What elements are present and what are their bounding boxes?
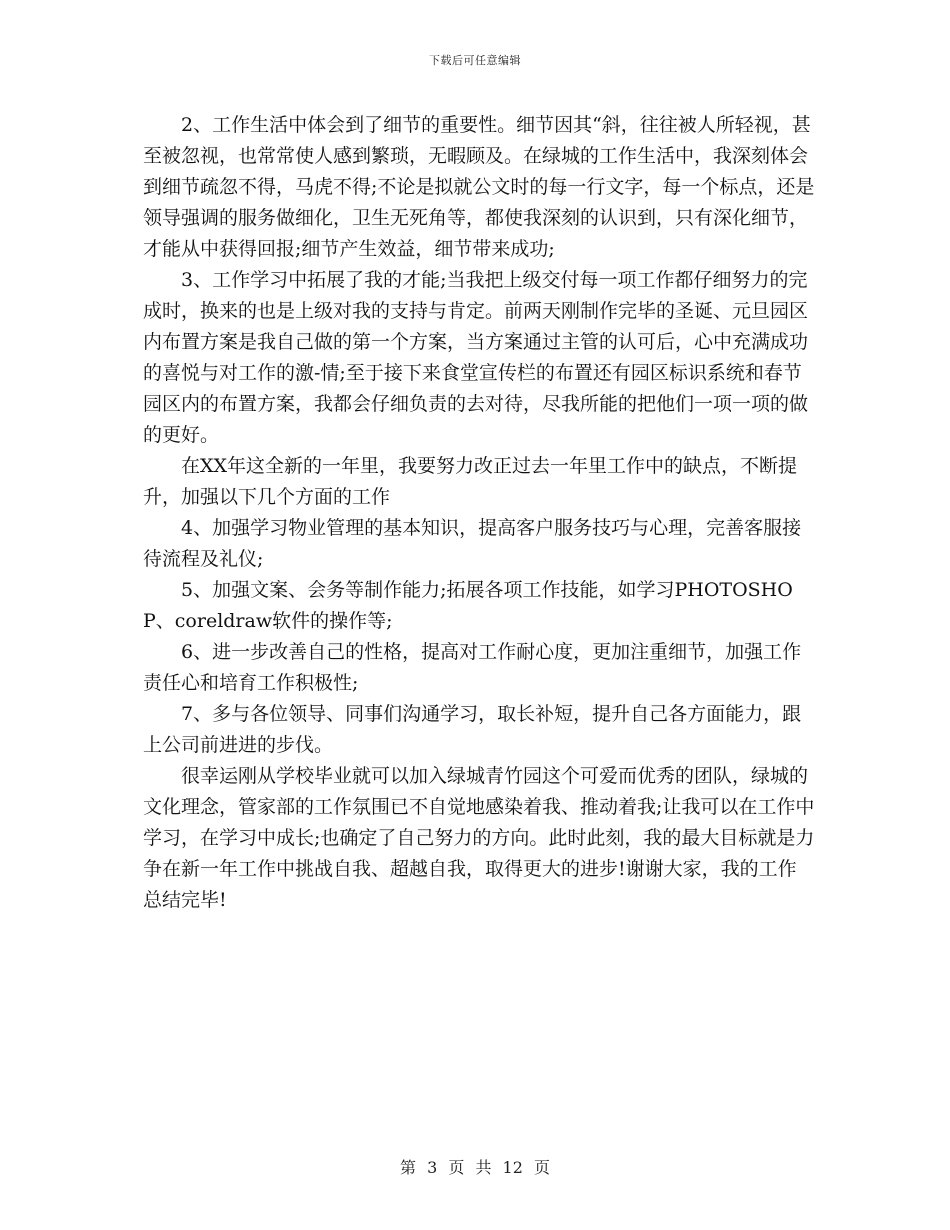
paragraph-closing: 很幸运刚从学校毕业就可以加入绿城青竹园这个可爱而优秀的团队，绿城的文化理念，管家部的工作氛围已不自觉地感染着我、推动着我;让我可以在工作中学习，在学习中成长;也确定了自己努力的方向。此时此刻，我的最大目标就是力争在新一年工作中挑战自我、超越自我，取得更大的进步!谢谢大家，我的工作总结完毕!: [143, 765, 815, 911]
page-number-footer: 第 3 页 共 12 页: [400, 1158, 550, 1177]
paragraph-new-year-plan: 在XX年这全新的一年里，我要努力改正过去一年里工作中的缺点，不断提升，加强以下几个方面的工作: [143, 455, 798, 508]
paragraph-item-4: 4、加强学习物业管理的基本知识，提高客户服务技巧与心理，完善客服接待流程及礼仪;: [143, 517, 802, 570]
document-body: [143, 110, 815, 916]
paragraph-item-3: 3、工作学习中拓展了我的才能;当我把上级交付每一项工作都仔细努力的完成时，换来的也是上级对我的支持与肯定。前两天刚制作完毕的圣诞、元旦园区内布置方案是我自己做的第一个方案，当方案通过主管的认可后，心中充满成功的喜悦与对工作的激-情;至于接下来食堂宣传栏的布置还有园区标识系统和春节园区内的布置方案，我都会仔细负责的去对待，尽我所能的把他们一项一项的做的更好。: [143, 269, 809, 446]
paragraph-item-7: 7、多与各位领导、同事们沟通学习，取长补短，提升自己各方面能力，跟上公司前进进的步伐。: [143, 703, 802, 756]
paragraph-item-2: 2、工作生活中体会到了细节的重要性。细节因其“斜，往往被人所轻视，甚至被忽视，也常常使人感到繁琐，无暇顾及。在绿城的工作生活中，我深刻体会到细节疏忽不得，马虎不得;不论是拟就公文时的每一行文字，每一个标点，还是领导强调的服务做细化，卫生无死角等，都使我深刻的认识到，只有深化细节，才能从中获得回报;细节产生效益，细节带来成功;: [143, 114, 815, 260]
paragraph-item-6: 6、进一步改善自己的性格，提高对工作耐心度，更加注重细节，加强工作责任心和培育工作积极性;: [143, 641, 802, 694]
page-header: 下载后可任意编辑: [429, 54, 521, 67]
paragraph-item-5: 5、加强文案、会务等制作能力;拓展各项工作技能，如学习PHOTOSHOP、coreldraw软件的操作等;: [143, 579, 793, 632]
